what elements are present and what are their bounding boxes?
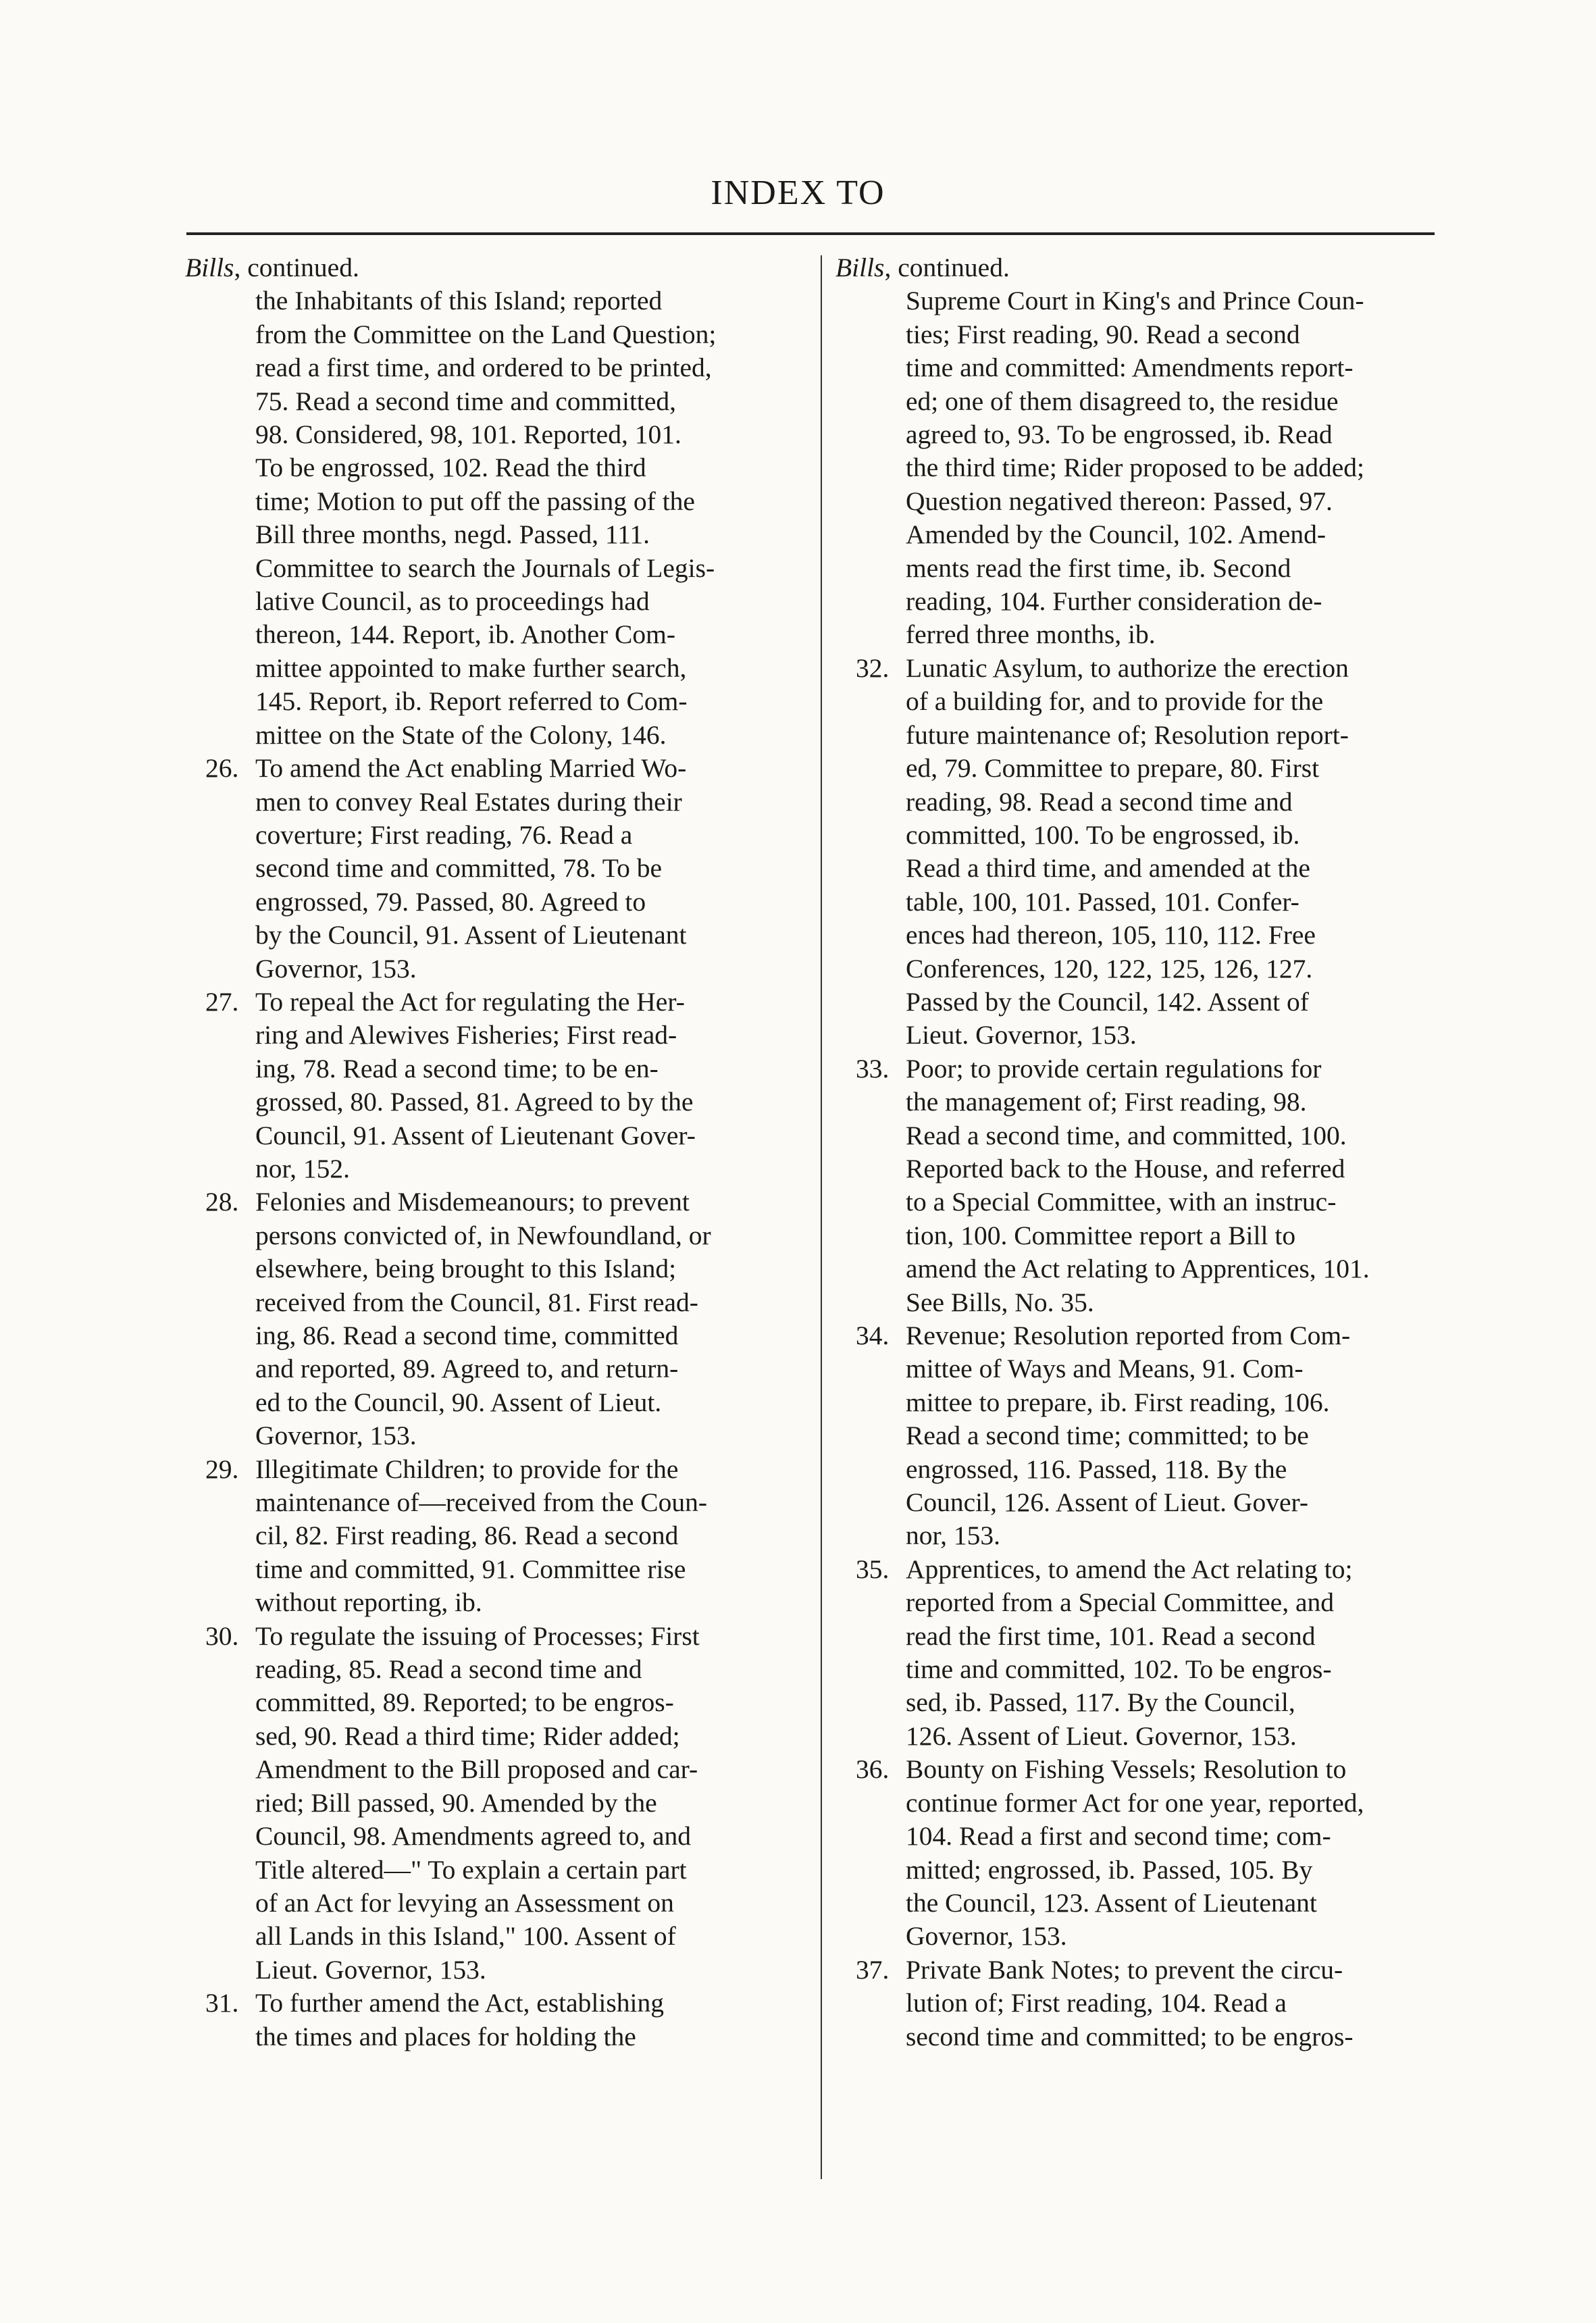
entry-line: Amendment to the Bill proposed and car-: [255, 1754, 698, 1785]
entry-line: ferred three months, ib.: [906, 619, 1156, 650]
entry-line: the management of; First reading, 98.: [906, 1087, 1307, 1117]
index-entry: [835, 284, 1474, 651]
entry-line: engrossed, 116. Passed, 118. By the: [906, 1454, 1287, 1484]
index-entry: [185, 284, 823, 752]
right-entries: [835, 284, 1474, 2053]
entry-line: ried; Bill passed, 90. Amended by the: [255, 1787, 657, 1818]
entry-line: To regulate the issuing of Processes; First: [255, 1620, 700, 1651]
entry-line: and reported, 89. Agreed to, and return-: [255, 1354, 679, 1384]
entry-line: all Lands in this Island," 100. Assent of: [255, 1921, 676, 1951]
entry-line: mittee of Ways and Means, 91. Com-: [906, 1354, 1304, 1384]
index-entry: [185, 1620, 823, 1987]
entry-line: sed, 90. Read a third time; Rider added;: [255, 1720, 680, 1751]
entry-line: Reported back to the House, and referred: [906, 1153, 1345, 1183]
index-entry: [835, 1553, 1474, 1753]
entry-line: Bounty on Fishing Vessels; Resolution to: [906, 1754, 1347, 1785]
entry-line: ring and Alewives Fisheries; First read-: [255, 1020, 677, 1050]
entry-line: from the Committee on the Land Question;: [255, 319, 717, 349]
entry-line: Apprentices, to amend the Act relating to;: [906, 1554, 1353, 1584]
entry-line: of a building for, and to provide for the: [906, 686, 1324, 717]
entry-line: nor, 153.: [906, 1521, 1000, 1551]
entry-number: 28.: [205, 1187, 239, 1217]
entry-line: grossed, 80. Passed, 81. Agreed to by the: [255, 1087, 694, 1117]
entry-line: 104. Read a first and second time; com-: [906, 1821, 1331, 1852]
entry-line: engrossed, 79. Passed, 80. Agreed to: [255, 886, 646, 917]
entry-line: to a Special Committee, with an instruc-: [906, 1187, 1337, 1217]
entry-number: 34.: [856, 1321, 890, 1350]
entry-line: the times and places for holding the: [255, 2021, 636, 2051]
entry-line: 75. Read a second time and committed,: [255, 386, 677, 416]
entry-line: reading, 98. Read a second time and: [906, 786, 1293, 817]
entry-line: Lieut. Governor, 153.: [906, 1020, 1137, 1050]
header-rule: [186, 232, 1435, 235]
entry-line: continue former Act for one year, reported,: [906, 1787, 1364, 1818]
left-entries: [185, 284, 823, 2053]
entry-line: Amended by the Council, 102. Amend-: [906, 519, 1327, 550]
entry-number: 33.: [856, 1053, 890, 1083]
index-entry: [835, 1052, 1474, 1319]
heading-word: Bills: [835, 253, 885, 282]
entry-line: mitted; engrossed, ib. Passed, 105. By: [906, 1854, 1313, 1885]
entry-line: ed to the Council, 90. Assent of Lieut.: [255, 1387, 662, 1417]
entry-line: Illegitimate Children; to provide for the: [255, 1454, 679, 1484]
entry-line: Governor, 153.: [906, 1921, 1067, 1951]
entry-line: Governor, 153.: [255, 953, 417, 984]
entry-line: reading, 85. Read a second time and: [255, 1654, 642, 1685]
entry-line: Read a second time, and committed, 100.: [906, 1120, 1347, 1150]
entry-line: ed; one of them disagreed to, the residue: [906, 386, 1339, 416]
index-entry: [835, 1954, 1474, 2053]
right-column-heading: [835, 251, 1474, 284]
entry-line: coverture; First reading, 76. Read a: [255, 819, 633, 850]
entry-line: ing, 86. Read a second time, committed: [255, 1321, 679, 1350]
entry-line: Poor; to provide certain regulations for: [906, 1053, 1322, 1083]
entry-line: the Council, 123. Assent of Lieutenant: [906, 1887, 1317, 1918]
entry-line: by the Council, 91. Assent of Lieutenant: [255, 920, 687, 950]
entry-line: future maintenance of; Resolution report-: [906, 719, 1349, 750]
index-entry: [185, 986, 823, 1185]
entry-number: 30.: [205, 1620, 239, 1651]
entry-line: second time and committed; to be engros-: [906, 2021, 1354, 2051]
entry-line: Supreme Court in King's and Prince Coun-: [906, 286, 1364, 316]
entry-line: of an Act for levying an Assessment on: [255, 1887, 674, 1918]
heading-word: Bills: [185, 253, 234, 282]
entry-line: ties; First reading, 90. Read a second: [906, 319, 1300, 349]
entry-number: 35.: [856, 1554, 890, 1584]
index-entry: [185, 1987, 823, 2053]
entry-line: committed, 100. To be engrossed, ib.: [906, 819, 1300, 850]
entry-line: ing, 78. Read a second time; to be en-: [255, 1053, 659, 1083]
entry-line: nor, 152.: [255, 1153, 350, 1183]
index-entry: [835, 1319, 1474, 1553]
entry-line: thereon, 144. Report, ib. Another Com-: [255, 619, 676, 650]
entry-line: Title altered—" To explain a certain part: [255, 1854, 687, 1885]
entry-line: mittee appointed to make further search,: [255, 653, 687, 683]
heading-rest: , continued.: [234, 253, 359, 282]
entry-line: Felonies and Misdemeanours; to prevent: [255, 1187, 690, 1217]
entry-number: 26.: [205, 753, 239, 784]
entry-line: lution of; First reading, 104. Read a: [906, 1988, 1287, 2018]
entry-line: maintenance of—received from the Coun-: [255, 1487, 708, 1518]
entry-line: To repeal the Act for regulating the Her-: [255, 986, 685, 1017]
entry-line: elsewhere, being brought to this Island;: [255, 1254, 677, 1284]
left-column: [185, 251, 823, 2053]
running-head: INDEX TO: [711, 174, 885, 212]
entry-line: lative Council, as to proceedings had: [255, 586, 650, 617]
entry-line: received from the Council, 81. First read-: [255, 1287, 698, 1317]
entry-line: men to convey Real Estates during their: [255, 786, 682, 817]
entry-line: Bill three months, negd. Passed, 111.: [255, 519, 650, 550]
entry-line: See Bills, No. 35.: [906, 1287, 1094, 1317]
entry-line: amend the Act relating to Apprentices, 101.: [906, 1254, 1370, 1284]
entry-line: Read a second time; committed; to be: [906, 1421, 1309, 1451]
entry-line: To amend the Act enabling Married Wo-: [255, 753, 687, 784]
entry-line: Council, 98. Amendments agreed to, and: [255, 1821, 692, 1852]
index-entry: [185, 1453, 823, 1620]
entry-line: Conferences, 120, 122, 125, 126, 127.: [906, 953, 1313, 984]
entry-number: 36.: [856, 1754, 890, 1785]
entry-line: agreed to, 93. To be engrossed, ib. Read: [906, 419, 1333, 450]
entry-line: Council, 91. Assent of Lieutenant Gover-: [255, 1120, 696, 1150]
index-entry: [185, 1185, 823, 1452]
entry-number: 31.: [205, 1988, 239, 2018]
entry-line: reported from a Special Committee, and: [906, 1587, 1334, 1618]
entry-line: ed, 79. Committee to prepare, 80. First: [906, 753, 1320, 784]
entry-number: 37.: [856, 1954, 890, 1985]
entry-line: Read a third time, and amended at the: [906, 853, 1310, 884]
entry-line: read the first time, 101. Read a second: [906, 1620, 1316, 1651]
entry-line: cil, 82. First reading, 86. Read a second: [255, 1521, 679, 1551]
entry-line: To be engrossed, 102. Read the third: [255, 453, 646, 483]
entry-line: 98. Considered, 98, 101. Reported, 101.: [255, 419, 681, 450]
entry-line: Lieut. Governor, 153.: [255, 1954, 486, 1985]
entry-line: sed, ib. Passed, 117. By the Council,: [906, 1687, 1295, 1718]
entry-line: committed, 89. Reported; to be engros-: [255, 1687, 674, 1718]
heading-rest: , continued.: [884, 253, 1010, 282]
entry-number: 32.: [856, 653, 890, 683]
entry-line: To further amend the Act, establishing: [255, 1988, 664, 2018]
entry-line: time and committed, 102. To be engros-: [906, 1654, 1332, 1685]
column-divider: [821, 255, 822, 2179]
entry-line: time and committed, 91. Committee rise: [255, 1554, 686, 1584]
entry-line: the Inhabitants of this Island; reported: [255, 286, 663, 316]
entry-line: time and committed: Amendments report-: [906, 353, 1354, 383]
left-column-heading: [185, 251, 823, 284]
index-entry: [835, 652, 1474, 1052]
entry-line: Lunatic Asylum, to authorize the erection: [906, 653, 1349, 683]
entry-line: Passed by the Council, 142. Assent of: [906, 986, 1309, 1017]
entry-line: Committee to search the Journals of Legis-: [255, 553, 715, 583]
entry-line: time; Motion to put off the passing of the: [255, 486, 695, 516]
entry-line: 145. Report, ib. Report referred to Com-: [255, 686, 688, 717]
entry-line: Question negatived thereon: Passed, 97.: [906, 486, 1333, 516]
entry-line: second time and committed, 78. To be: [255, 853, 663, 884]
index-entry: [185, 752, 823, 986]
entry-line: read a first time, and ordered to be printed,: [255, 353, 712, 383]
entry-line: reading, 104. Further consideration de-: [906, 586, 1322, 617]
entry-line: Governor, 153.: [255, 1421, 417, 1451]
entry-line: Council, 126. Assent of Lieut. Gover-: [906, 1487, 1309, 1518]
entry-line: ments read the first time, ib. Second: [906, 553, 1291, 583]
entry-line: Revenue; Resolution reported from Com-: [906, 1321, 1351, 1350]
entry-line: table, 100, 101. Passed, 101. Confer-: [906, 886, 1299, 917]
entry-line: the third time; Rider proposed to be added;: [906, 453, 1365, 483]
right-column: [835, 251, 1474, 2053]
entry-line: Private Bank Notes; to prevent the circu-: [906, 1954, 1343, 1985]
entry-line: mittee on the State of the Colony, 146.: [255, 719, 667, 750]
entry-number: 27.: [205, 986, 239, 1017]
entry-line: 126. Assent of Lieut. Governor, 153.: [906, 1720, 1297, 1751]
entry-line: without reporting, ib.: [255, 1587, 482, 1618]
entry-number: 29.: [205, 1454, 239, 1484]
entry-line: tion, 100. Committee report a Bill to: [906, 1220, 1296, 1250]
entry-line: persons convicted of, in Newfoundland, or: [255, 1220, 711, 1250]
index-entry: [835, 1753, 1474, 1953]
entry-line: ences had thereon, 105, 110, 112. Free: [906, 920, 1316, 950]
entry-line: mittee to prepare, ib. First reading, 106.: [906, 1387, 1330, 1417]
